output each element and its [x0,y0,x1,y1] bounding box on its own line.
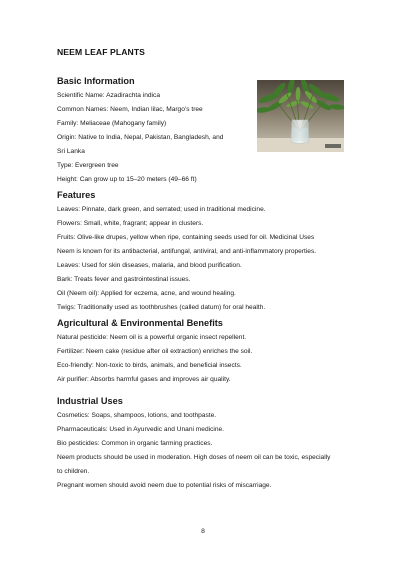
heading-basic-information: Basic Information [57,76,135,86]
features-line: Flowers: Small, white, fragrant; appear in clusters. [57,220,204,227]
agricultural-line: Eco-friendly: Non-toxic to birds, animals, and beneficial insects. [57,362,242,369]
agricultural-line: Natural pesticide: Neem oil is a powerful organic insect repellent. [57,334,247,341]
basic-info-line: Scientific Name: Azadirachta indica [57,92,160,99]
industrial-line: to children. [57,468,90,475]
agricultural-line: Air purifier: Absorbs harmful gases and improves air quality. [57,376,231,383]
basic-info-line: Common Names: Neem, Indian lilac, Margo’s tree [57,106,203,113]
features-line: Leaves: Used for skin diseases, malaria, and blood purification. [57,262,242,269]
industrial-line: Cosmetics: Soaps, shampoos, lotions, and toothpaste. [57,412,217,419]
neem-leaves-in-vase-photo [257,80,344,152]
industrial-line: Pregnant women should avoid neem due to potential risks of miscarriage. [57,482,272,489]
features-line: Oil (Neem oil): Applied for eczema, acne, and wound healing. [57,290,236,297]
basic-info-line: Family: Meliaceae (Mahogany family) [57,120,167,127]
features-line: Fruits: Olive-like drupes, yellow when ripe, containing seeds used for oil. Medicinal Uses [57,234,315,241]
heading-agricultural-environmental: Agricultural & Environmental Benefits [57,318,223,328]
features-line: Twigs: Traditionally used as toothbrushes (called datum) for oral health. [57,304,266,311]
agricultural-line: Fertilizer: Neem cake (residue after oil extraction) enriches the soil. [57,348,253,355]
basic-info-line: Sri Lanka [57,148,85,155]
basic-info-line: Height: Can grow up to 15–20 meters (49–66 ft) [57,176,197,183]
basic-info-line: Origin: Native to India, Nepal, Pakistan, Bangladesh, and [57,134,224,141]
document-title: NEEM LEAF PLANTS [57,47,146,57]
features-line: Leaves: Pinnate, dark green, and serrated; used in traditional medicine. [57,206,266,213]
industrial-line: Bio pesticides: Common in organic farming practices. [57,440,213,447]
industrial-line: Pharmaceuticals: Used in Ayurvedic and Unani medicine. [57,426,225,433]
features-line: Bark: Treats fever and gastrointestinal issues. [57,276,191,283]
features-line: Neem is known for its antibacterial, antifungal, antiviral, and anti-inflammatory properties. [57,248,317,255]
page-number: 8 [201,528,205,535]
industrial-line: Neem products should be used in moderation. High doses of neem oil can be toxic, especially [57,454,331,461]
basic-info-line: Type: Evergreen tree [57,162,119,169]
heading-industrial-uses: Industrial Uses [57,396,123,406]
heading-features: Features [57,190,96,200]
